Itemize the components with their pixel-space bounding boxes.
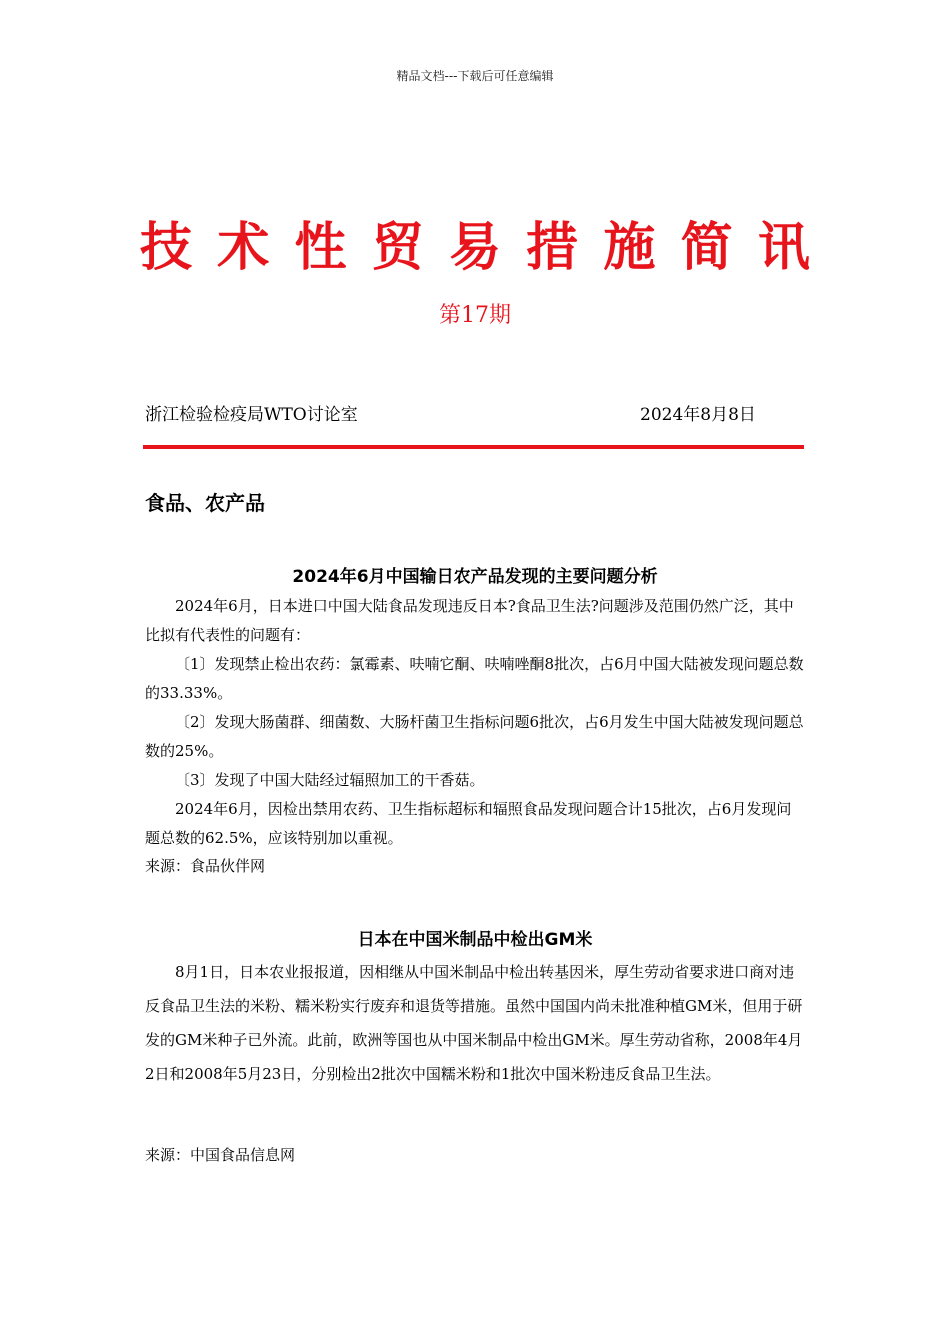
masthead-char: 性 <box>294 217 347 278</box>
masthead-char: 贸 <box>371 217 424 278</box>
masthead-char: 术 <box>217 217 270 278</box>
section-heading: 食品、农产品 <box>145 491 265 515</box>
masthead-char: 易 <box>448 217 501 278</box>
article-2-body <box>145 955 805 1091</box>
article-1-paragraph: 2024年6月，因检出禁用农药、卫生指标超标和辐照食品发现问题合计15批次，占6月发现问题总数的62.5%，应该特别加以重视。 <box>145 800 792 847</box>
article-2-source: 来源：中国食品信息网 <box>145 1146 296 1164</box>
masthead-char: 施 <box>603 217 656 278</box>
organization: 浙江检验检疫局WTO讨论室 <box>145 405 358 425</box>
header-note: 精品文档---下载后可任意编辑 <box>396 69 554 83</box>
article-1-paragraph: 〔2〕发现大肠菌群、细菌数、大肠杆菌卫生指标问题6批次，占6月发生中国大陆被发现问题总数的25%。 <box>145 713 804 760</box>
masthead-title <box>140 205 810 280</box>
masthead-char: 讯 <box>757 217 810 278</box>
article-1-body <box>145 592 805 853</box>
article-1-paragraph: 〔3〕发现了中国大陆经过辐照加工的干香菇。 <box>175 771 485 789</box>
issue-number: 第17期 <box>439 303 511 328</box>
article-1-paragraph: 〔1〕发现禁止检出农药：氯霉素、呋喃它酮、呋喃唑酮8批次，占6月中国大陆被发现问题总数的33.33%。 <box>145 655 804 702</box>
masthead-char: 简 <box>680 217 733 278</box>
article-1-source: 来源：食品伙伴网 <box>145 857 266 875</box>
article-2-title: 日本在中国米制品中检出GM米 <box>357 930 593 950</box>
masthead-char: 措 <box>526 217 579 278</box>
article-1-paragraph: 2024年6月，日本进口中国大陆食品发现违反日本?食品卫生法?问题涉及范围仍然广泛，其中比拟有代表性的问题有： <box>145 597 794 644</box>
article-1-title: 2024年6月中国输日农产品发现的主要问题分析 <box>292 567 658 587</box>
red-divider <box>143 445 804 449</box>
article-2-paragraph: 8月1日，日本农业报报道，因相继从中国米制品中检出转基因米，厚生劳动省要求进口商对违反食品卫生法的米粉、糯米粉实行废弃和退货等措施。虽然中国国内尚未批准种植GM米，但用于研发的GM米种子已外流。此前，欧洲等国也从中国米制品中检出GM米。厚生劳动省称，2008年4月2日和2008年5月23日，分别检出2批次中国糯米粉和1批次中国米粉违反食品卫生法。 <box>145 963 803 1083</box>
masthead-char: 技 <box>140 217 193 278</box>
publish-date: 2024年8月8日 <box>640 405 756 425</box>
